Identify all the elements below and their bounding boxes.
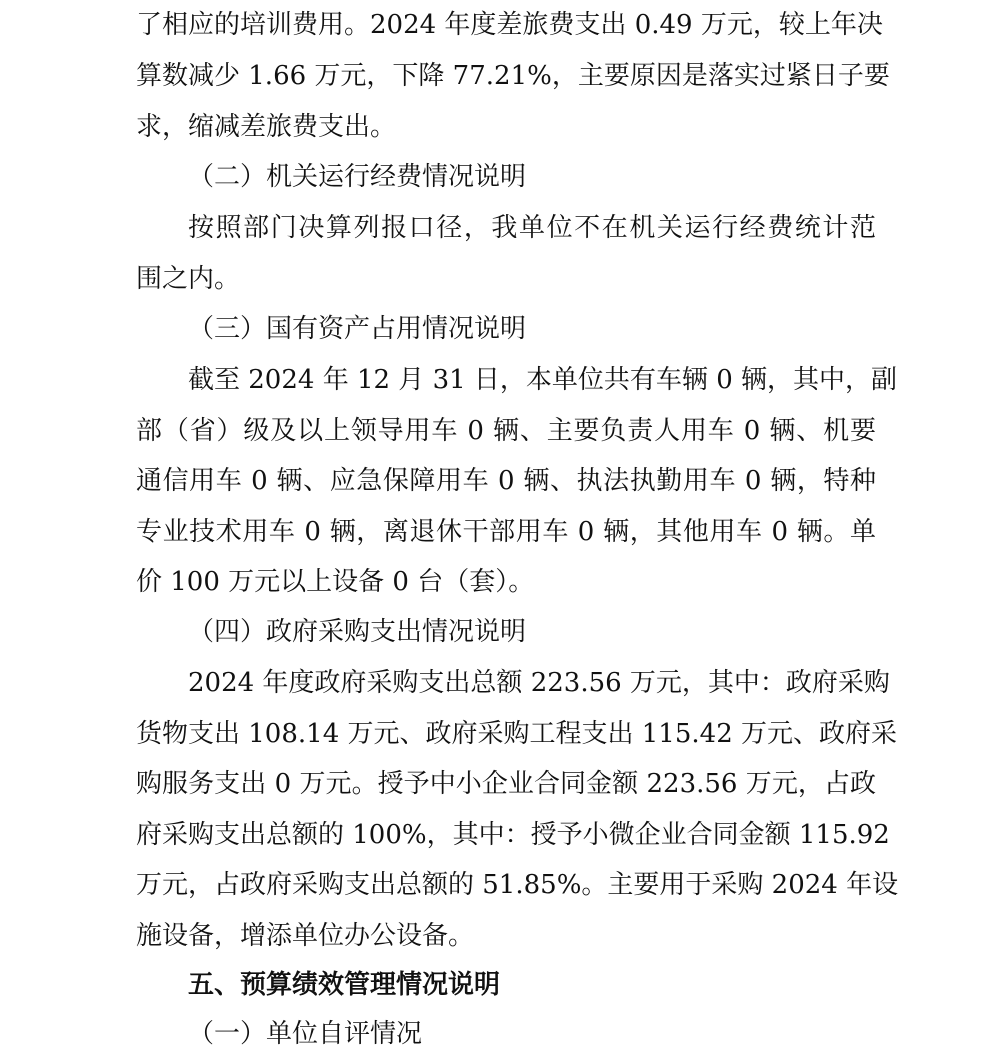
paragraph-line: 求，缩减差旅费支出。 <box>136 112 397 142</box>
section-heading-state-assets: （三）国有资产占用情况说明 <box>188 314 527 344</box>
paragraph-line: 了相应的培训费用。2024 年度差旅费支出 0.49 万元，较上年决 <box>136 10 883 40</box>
paragraph-line: 货物支出 108.14 万元、政府采购工程支出 115.42 万元、政府采 <box>136 719 898 749</box>
paragraph-line: 府采购支出总额的 100%，其中：授予小微企业合同金额 115.92 <box>136 820 890 850</box>
paragraph-line: 按照部门决算列报口径，我单位不在机关运行经费统计范 <box>188 213 876 243</box>
paragraph-line: 购服务支出 0 万元。授予中小企业合同金额 223.56 万元，占政 <box>136 769 876 799</box>
paragraph-line: 算数减少 1.66 万元，下降 77.21%，主要原因是落实过紧日子要 <box>136 61 890 91</box>
paragraph-line: 价 100 万元以上设备 0 台（套）。 <box>136 567 535 597</box>
paragraph-line: 万元，占政府采购支出总额的 51.85%。主要用于采购 2024 年设 <box>136 870 899 900</box>
paragraph-line: 围之内。 <box>136 264 241 294</box>
section-heading-procurement: （四）政府采购支出情况说明 <box>188 617 527 647</box>
paragraph-line: 通信用车 0 辆、应急保障用车 0 辆、执法执勤用车 0 辆，特种 <box>136 466 876 496</box>
section-heading-self-evaluation: （一）单位自评情况 <box>188 1019 423 1049</box>
chapter-heading-performance: 五、预算绩效管理情况说明 <box>188 970 501 1000</box>
paragraph-line: 专业技术用车 0 辆，离退休干部用车 0 辆，其他用车 0 辆。单 <box>136 517 876 547</box>
paragraph-line: 2024 年度政府采购支出总额 223.56 万元，其中：政府采购 <box>188 668 890 698</box>
paragraph-line: 施设备，增添单位办公设备。 <box>136 921 475 951</box>
section-heading-operating-costs: （二）机关运行经费情况说明 <box>188 162 527 192</box>
paragraph-line: 部（省）级及以上领导用车 0 辆、主要负责人用车 0 辆、机要 <box>136 416 876 446</box>
paragraph-line: 截至 2024 年 12 月 31 日，本单位共有车辆 0 辆，其中，副 <box>188 365 897 395</box>
